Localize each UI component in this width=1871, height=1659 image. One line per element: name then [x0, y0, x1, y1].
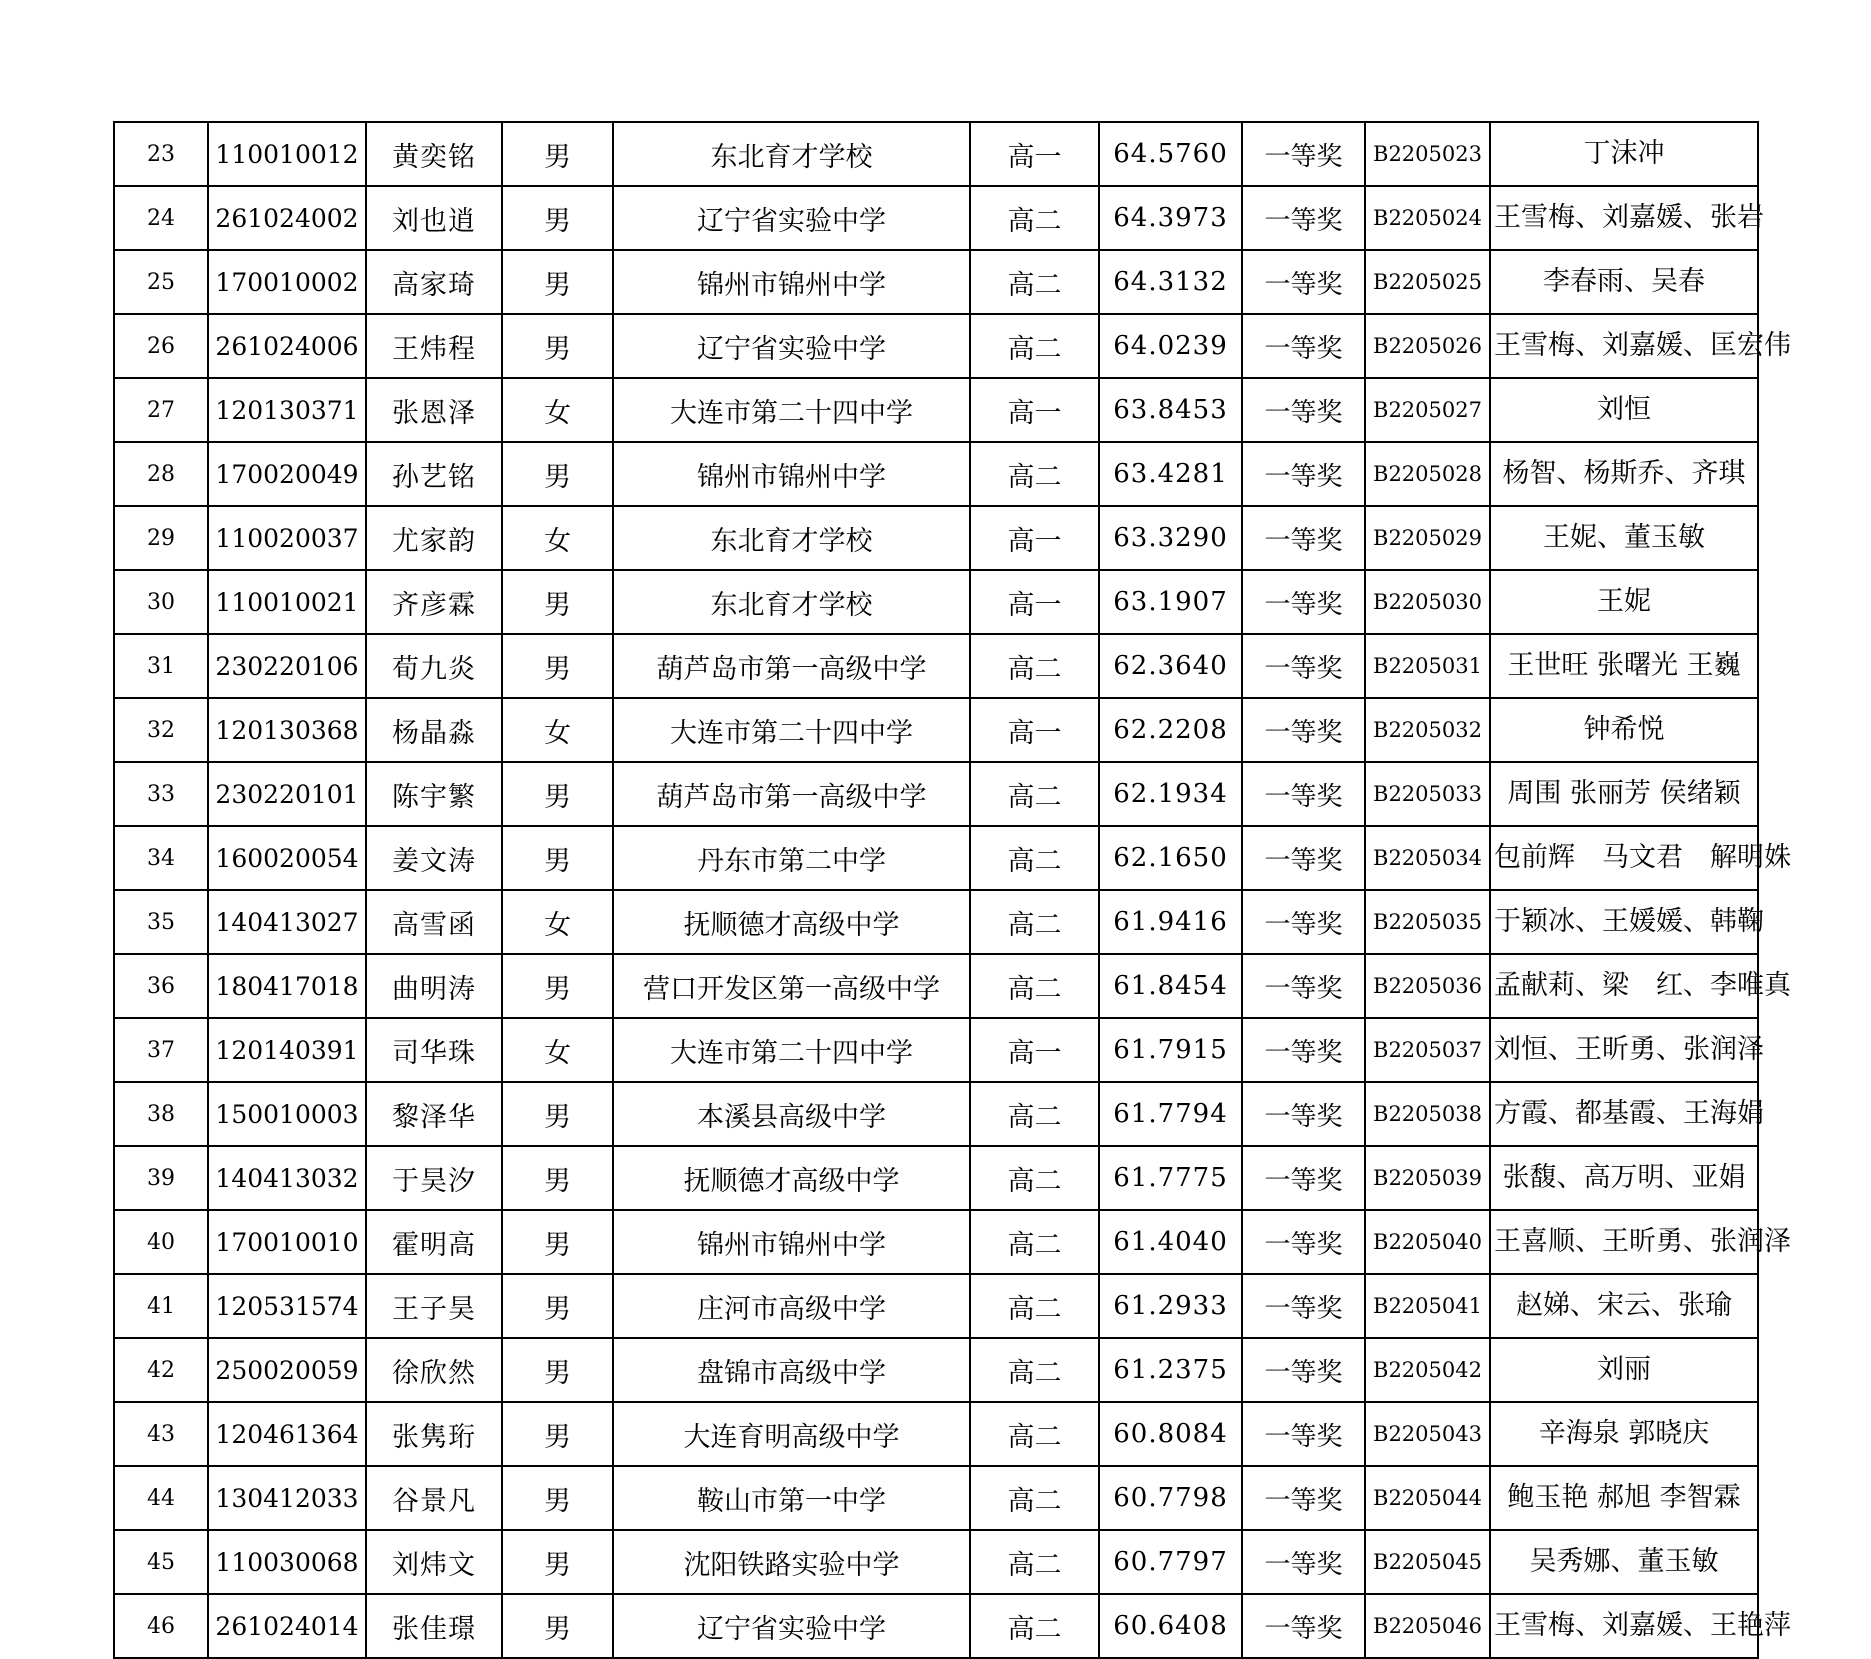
- cell-school: 锦州市锦州中学: [613, 250, 970, 314]
- cell-score: 61.7775: [1099, 1146, 1242, 1210]
- cell-exam-id: 261024002: [208, 186, 366, 250]
- cell-rank: 30: [114, 570, 208, 634]
- cell-award: 一等奖: [1242, 442, 1365, 506]
- cell-teachers: 王世旺 张曙光 王巍: [1490, 634, 1758, 698]
- cell-certificate-no: B2205045: [1365, 1530, 1490, 1594]
- cell-school: 营口开发区第一高级中学: [613, 954, 970, 1018]
- cell-gender: 男: [502, 954, 613, 1018]
- cell-certificate-no: B2205028: [1365, 442, 1490, 506]
- cell-teachers: 王妮、董玉敏: [1490, 506, 1758, 570]
- cell-student-name: 齐彦霖: [366, 570, 502, 634]
- cell-school: 庄河市高级中学: [613, 1274, 970, 1338]
- cell-certificate-no: B2205043: [1365, 1402, 1490, 1466]
- cell-score: 62.1650: [1099, 826, 1242, 890]
- table-row: [114, 1338, 1758, 1402]
- cell-gender: 女: [502, 890, 613, 954]
- cell-rank: 33: [114, 762, 208, 826]
- cell-award: 一等奖: [1242, 186, 1365, 250]
- cell-award: 一等奖: [1242, 954, 1365, 1018]
- cell-award: 一等奖: [1242, 1146, 1365, 1210]
- cell-gender: 男: [502, 1466, 613, 1530]
- cell-rank: 36: [114, 954, 208, 1018]
- cell-exam-id: 180417018: [208, 954, 366, 1018]
- cell-school: 抚顺德才高级中学: [613, 1146, 970, 1210]
- cell-gender: 女: [502, 378, 613, 442]
- cell-gender: 男: [502, 570, 613, 634]
- cell-exam-id: 120130368: [208, 698, 366, 762]
- cell-exam-id: 110030068: [208, 1530, 366, 1594]
- cell-exam-id: 110020037: [208, 506, 366, 570]
- cell-student-name: 高家琦: [366, 250, 502, 314]
- cell-gender: 男: [502, 1146, 613, 1210]
- cell-teachers: 王雪梅、刘嘉媛、张岩: [1490, 186, 1758, 250]
- cell-student-name: 杨晶淼: [366, 698, 502, 762]
- cell-teachers: 钟希悦: [1490, 698, 1758, 762]
- table-row: [114, 570, 1758, 634]
- cell-student-name: 刘也逍: [366, 186, 502, 250]
- cell-student-name: 徐欣然: [366, 1338, 502, 1402]
- cell-award: 一等奖: [1242, 1210, 1365, 1274]
- cell-certificate-no: B2205031: [1365, 634, 1490, 698]
- cell-gender: 男: [502, 314, 613, 378]
- cell-student-name: 高雪函: [366, 890, 502, 954]
- cell-exam-id: 160020054: [208, 826, 366, 890]
- table-row: [114, 314, 1758, 378]
- cell-certificate-no: B2205041: [1365, 1274, 1490, 1338]
- cell-teachers: 杨智、杨斯乔、齐琪: [1490, 442, 1758, 506]
- cell-award: 一等奖: [1242, 698, 1365, 762]
- award-table: [113, 121, 1791, 1659]
- cell-award: 一等奖: [1242, 1402, 1365, 1466]
- cell-teachers: 王妮: [1490, 570, 1758, 634]
- cell-rank: 26: [114, 314, 208, 378]
- cell-exam-id: 120531574: [208, 1274, 366, 1338]
- cell-score: 61.7794: [1099, 1082, 1242, 1146]
- cell-teachers: 于颖冰、王媛媛、韩鞠: [1490, 890, 1758, 954]
- table-row: [114, 1530, 1758, 1594]
- cell-award: 一等奖: [1242, 378, 1365, 442]
- cell-school: 东北育才学校: [613, 570, 970, 634]
- cell-score: 64.5760: [1099, 122, 1242, 186]
- cell-rank: 35: [114, 890, 208, 954]
- table-row: [114, 378, 1758, 442]
- cell-school: 大连市第二十四中学: [613, 1018, 970, 1082]
- cell-grade: 高一: [970, 1018, 1099, 1082]
- cell-school: 大连育明高级中学: [613, 1402, 970, 1466]
- cell-rank: 38: [114, 1082, 208, 1146]
- cell-rank: 31: [114, 634, 208, 698]
- cell-grade: 高一: [970, 122, 1099, 186]
- cell-gender: 男: [502, 1338, 613, 1402]
- cell-rank: 23: [114, 122, 208, 186]
- cell-score: 61.2933: [1099, 1274, 1242, 1338]
- cell-exam-id: 110010012: [208, 122, 366, 186]
- cell-teachers: 刘丽: [1490, 1338, 1758, 1402]
- cell-certificate-no: B2205035: [1365, 890, 1490, 954]
- table-row: [114, 1594, 1758, 1658]
- table-row: [114, 954, 1758, 1018]
- cell-student-name: 孙艺铭: [366, 442, 502, 506]
- cell-rank: 45: [114, 1530, 208, 1594]
- table-row: [114, 186, 1758, 250]
- cell-rank: 25: [114, 250, 208, 314]
- cell-school: 大连市第二十四中学: [613, 378, 970, 442]
- cell-gender: 男: [502, 1530, 613, 1594]
- cell-student-name: 谷景凡: [366, 1466, 502, 1530]
- cell-student-name: 张隽珩: [366, 1402, 502, 1466]
- cell-gender: 女: [502, 506, 613, 570]
- cell-certificate-no: B2205039: [1365, 1146, 1490, 1210]
- cell-grade: 高二: [970, 314, 1099, 378]
- cell-gender: 男: [502, 442, 613, 506]
- cell-certificate-no: B2205026: [1365, 314, 1490, 378]
- cell-gender: 男: [502, 250, 613, 314]
- cell-rank: 43: [114, 1402, 208, 1466]
- cell-rank: 46: [114, 1594, 208, 1658]
- cell-exam-id: 140413027: [208, 890, 366, 954]
- cell-certificate-no: B2205036: [1365, 954, 1490, 1018]
- table-row: [114, 826, 1758, 890]
- cell-grade: 高一: [970, 698, 1099, 762]
- cell-student-name: 姜文涛: [366, 826, 502, 890]
- cell-certificate-no: B2205030: [1365, 570, 1490, 634]
- cell-grade: 高二: [970, 1338, 1099, 1402]
- cell-teachers: 王雪梅、刘嘉媛、匡宏伟: [1490, 314, 1758, 378]
- cell-school: 锦州市锦州中学: [613, 1210, 970, 1274]
- table-row: [114, 1466, 1758, 1530]
- cell-grade: 高二: [970, 1594, 1099, 1658]
- cell-gender: 男: [502, 762, 613, 826]
- cell-rank: 41: [114, 1274, 208, 1338]
- cell-school: 锦州市锦州中学: [613, 442, 970, 506]
- cell-school: 丹东市第二中学: [613, 826, 970, 890]
- cell-gender: 女: [502, 698, 613, 762]
- cell-certificate-no: B2205029: [1365, 506, 1490, 570]
- table-row: [114, 634, 1758, 698]
- cell-rank: 29: [114, 506, 208, 570]
- cell-score: 62.2208: [1099, 698, 1242, 762]
- cell-exam-id: 261024014: [208, 1594, 366, 1658]
- cell-grade: 高二: [970, 634, 1099, 698]
- table-row: [114, 1210, 1758, 1274]
- cell-grade: 高一: [970, 506, 1099, 570]
- cell-teachers: 孟献莉、梁 红、李唯真: [1490, 954, 1758, 1018]
- cell-school: 辽宁省实验中学: [613, 186, 970, 250]
- cell-score: 60.7797: [1099, 1530, 1242, 1594]
- cell-exam-id: 170010010: [208, 1210, 366, 1274]
- cell-certificate-no: B2205046: [1365, 1594, 1490, 1658]
- cell-award: 一等奖: [1242, 826, 1365, 890]
- cell-gender: 男: [502, 122, 613, 186]
- cell-teachers: 刘恒: [1490, 378, 1758, 442]
- cell-certificate-no: B2205024: [1365, 186, 1490, 250]
- cell-student-name: 王子昊: [366, 1274, 502, 1338]
- cell-teachers: 王雪梅、刘嘉媛、王艳萍: [1490, 1594, 1758, 1658]
- cell-student-name: 刘炜文: [366, 1530, 502, 1594]
- cell-grade: 高二: [970, 1530, 1099, 1594]
- cell-student-name: 陈宇繁: [366, 762, 502, 826]
- cell-certificate-no: B2205033: [1365, 762, 1490, 826]
- cell-exam-id: 250020059: [208, 1338, 366, 1402]
- cell-certificate-no: B2205025: [1365, 250, 1490, 314]
- cell-school: 鞍山市第一中学: [613, 1466, 970, 1530]
- cell-teachers: 张馥、高万明、亚娟: [1490, 1146, 1758, 1210]
- cell-exam-id: 230220101: [208, 762, 366, 826]
- cell-score: 60.6408: [1099, 1594, 1242, 1658]
- cell-certificate-no: B2205042: [1365, 1338, 1490, 1402]
- cell-certificate-no: B2205044: [1365, 1466, 1490, 1530]
- cell-student-name: 司华珠: [366, 1018, 502, 1082]
- cell-award: 一等奖: [1242, 314, 1365, 378]
- cell-grade: 高二: [970, 762, 1099, 826]
- cell-rank: 39: [114, 1146, 208, 1210]
- cell-school: 葫芦岛市第一高级中学: [613, 634, 970, 698]
- cell-gender: 男: [502, 1402, 613, 1466]
- cell-rank: 32: [114, 698, 208, 762]
- cell-gender: 男: [502, 1210, 613, 1274]
- cell-school: 辽宁省实验中学: [613, 1594, 970, 1658]
- cell-student-name: 张佳璟: [366, 1594, 502, 1658]
- cell-school: 抚顺德才高级中学: [613, 890, 970, 954]
- cell-school: 东北育才学校: [613, 122, 970, 186]
- cell-teachers: 辛海泉 郭晓庆: [1490, 1402, 1758, 1466]
- cell-gender: 男: [502, 1594, 613, 1658]
- cell-award: 一等奖: [1242, 634, 1365, 698]
- cell-exam-id: 120130371: [208, 378, 366, 442]
- cell-student-name: 曲明涛: [366, 954, 502, 1018]
- cell-student-name: 张恩泽: [366, 378, 502, 442]
- cell-award: 一等奖: [1242, 250, 1365, 314]
- cell-award: 一等奖: [1242, 1082, 1365, 1146]
- table-row: [114, 698, 1758, 762]
- cell-grade: 高二: [970, 250, 1099, 314]
- cell-gender: 女: [502, 1018, 613, 1082]
- cell-score: 63.3290: [1099, 506, 1242, 570]
- cell-school: 东北育才学校: [613, 506, 970, 570]
- cell-teachers: 赵娣、宋云、张瑜: [1490, 1274, 1758, 1338]
- cell-score: 61.7915: [1099, 1018, 1242, 1082]
- cell-school: 葫芦岛市第一高级中学: [613, 762, 970, 826]
- cell-student-name: 黄奕铭: [366, 122, 502, 186]
- cell-score: 64.3973: [1099, 186, 1242, 250]
- cell-award: 一等奖: [1242, 1466, 1365, 1530]
- cell-award: 一等奖: [1242, 506, 1365, 570]
- cell-certificate-no: B2205027: [1365, 378, 1490, 442]
- table-row: [114, 442, 1758, 506]
- cell-grade: 高二: [970, 890, 1099, 954]
- cell-student-name: 荀九炎: [366, 634, 502, 698]
- cell-teachers: 周围 张丽芳 侯绪颖: [1490, 762, 1758, 826]
- cell-score: 62.3640: [1099, 634, 1242, 698]
- cell-award: 一等奖: [1242, 1530, 1365, 1594]
- cell-teachers: 方霞、都基霞、王海娟: [1490, 1082, 1758, 1146]
- cell-award: 一等奖: [1242, 570, 1365, 634]
- cell-certificate-no: B2205037: [1365, 1018, 1490, 1082]
- cell-rank: 40: [114, 1210, 208, 1274]
- cell-award: 一等奖: [1242, 890, 1365, 954]
- table-row: [114, 506, 1758, 570]
- cell-teachers: 刘恒、王昕勇、张润泽: [1490, 1018, 1758, 1082]
- cell-rank: 42: [114, 1338, 208, 1402]
- cell-exam-id: 261024006: [208, 314, 366, 378]
- cell-score: 63.4281: [1099, 442, 1242, 506]
- cell-grade: 高一: [970, 378, 1099, 442]
- cell-score: 61.9416: [1099, 890, 1242, 954]
- cell-exam-id: 150010003: [208, 1082, 366, 1146]
- cell-certificate-no: B2205023: [1365, 122, 1490, 186]
- cell-grade: 高二: [970, 1402, 1099, 1466]
- cell-grade: 高二: [970, 826, 1099, 890]
- table-row: [114, 1402, 1758, 1466]
- cell-rank: 34: [114, 826, 208, 890]
- cell-rank: 27: [114, 378, 208, 442]
- cell-score: 64.3132: [1099, 250, 1242, 314]
- cell-award: 一等奖: [1242, 1338, 1365, 1402]
- cell-exam-id: 110010021: [208, 570, 366, 634]
- award-table-body: [114, 122, 1791, 1658]
- cell-teachers: 鲍玉艳 郝旭 李智霖: [1490, 1466, 1758, 1530]
- cell-teachers: 丁沫冲: [1490, 122, 1758, 186]
- cell-score: 60.7798: [1099, 1466, 1242, 1530]
- cell-teachers: 吴秀娜、董玉敏: [1490, 1530, 1758, 1594]
- cell-score: 64.0239: [1099, 314, 1242, 378]
- cell-gender: 男: [502, 634, 613, 698]
- cell-award: 一等奖: [1242, 1274, 1365, 1338]
- cell-grade: 高一: [970, 570, 1099, 634]
- cell-grade: 高二: [970, 186, 1099, 250]
- cell-award: 一等奖: [1242, 762, 1365, 826]
- cell-exam-id: 170010002: [208, 250, 366, 314]
- cell-score: 63.1907: [1099, 570, 1242, 634]
- cell-student-name: 霍明高: [366, 1210, 502, 1274]
- cell-award: 一等奖: [1242, 1594, 1365, 1658]
- table-row: [114, 250, 1758, 314]
- table-row: [114, 1018, 1758, 1082]
- cell-grade: 高二: [970, 1210, 1099, 1274]
- cell-exam-id: 120140391: [208, 1018, 366, 1082]
- cell-grade: 高二: [970, 954, 1099, 1018]
- cell-rank: 44: [114, 1466, 208, 1530]
- cell-gender: 男: [502, 826, 613, 890]
- table-row: [114, 1146, 1758, 1210]
- cell-score: 62.1934: [1099, 762, 1242, 826]
- table-row: [114, 1274, 1758, 1338]
- cell-score: 63.8453: [1099, 378, 1242, 442]
- cell-grade: 高二: [970, 442, 1099, 506]
- cell-exam-id: 120461364: [208, 1402, 366, 1466]
- cell-exam-id: 230220106: [208, 634, 366, 698]
- cell-score: 61.2375: [1099, 1338, 1242, 1402]
- cell-school: 沈阳铁路实验中学: [613, 1530, 970, 1594]
- cell-certificate-no: B2205032: [1365, 698, 1490, 762]
- cell-gender: 男: [502, 1082, 613, 1146]
- cell-award: 一等奖: [1242, 122, 1365, 186]
- cell-teachers: 李春雨、吴春: [1490, 250, 1758, 314]
- cell-school: 本溪县高级中学: [613, 1082, 970, 1146]
- cell-score: 61.4040: [1099, 1210, 1242, 1274]
- cell-school: 大连市第二十四中学: [613, 698, 970, 762]
- cell-grade: 高二: [970, 1146, 1099, 1210]
- cell-student-name: 王炜程: [366, 314, 502, 378]
- cell-student-name: 尤家韵: [366, 506, 502, 570]
- cell-grade: 高二: [970, 1082, 1099, 1146]
- cell-exam-id: 170020049: [208, 442, 366, 506]
- cell-exam-id: 140413032: [208, 1146, 366, 1210]
- cell-school: 盘锦市高级中学: [613, 1338, 970, 1402]
- cell-gender: 男: [502, 1274, 613, 1338]
- cell-score: 61.8454: [1099, 954, 1242, 1018]
- cell-teachers: 包前辉 马文君 解明姝: [1490, 826, 1758, 890]
- cell-score: 60.8084: [1099, 1402, 1242, 1466]
- cell-certificate-no: B2205038: [1365, 1082, 1490, 1146]
- cell-rank: 28: [114, 442, 208, 506]
- cell-grade: 高二: [970, 1274, 1099, 1338]
- table-row: [114, 762, 1758, 826]
- cell-award: 一等奖: [1242, 1018, 1365, 1082]
- cell-rank: 24: [114, 186, 208, 250]
- table-row: [114, 890, 1758, 954]
- cell-grade: 高二: [970, 1466, 1099, 1530]
- cell-rank: 37: [114, 1018, 208, 1082]
- table-row: [114, 1082, 1758, 1146]
- table-row: [114, 122, 1758, 186]
- cell-certificate-no: B2205034: [1365, 826, 1490, 890]
- cell-gender: 男: [502, 186, 613, 250]
- cell-teachers: 王喜顺、王昕勇、张润泽: [1490, 1210, 1758, 1274]
- cell-student-name: 黎泽华: [366, 1082, 502, 1146]
- cell-student-name: 于昊汐: [366, 1146, 502, 1210]
- cell-certificate-no: B2205040: [1365, 1210, 1490, 1274]
- cell-exam-id: 130412033: [208, 1466, 366, 1530]
- cell-school: 辽宁省实验中学: [613, 314, 970, 378]
